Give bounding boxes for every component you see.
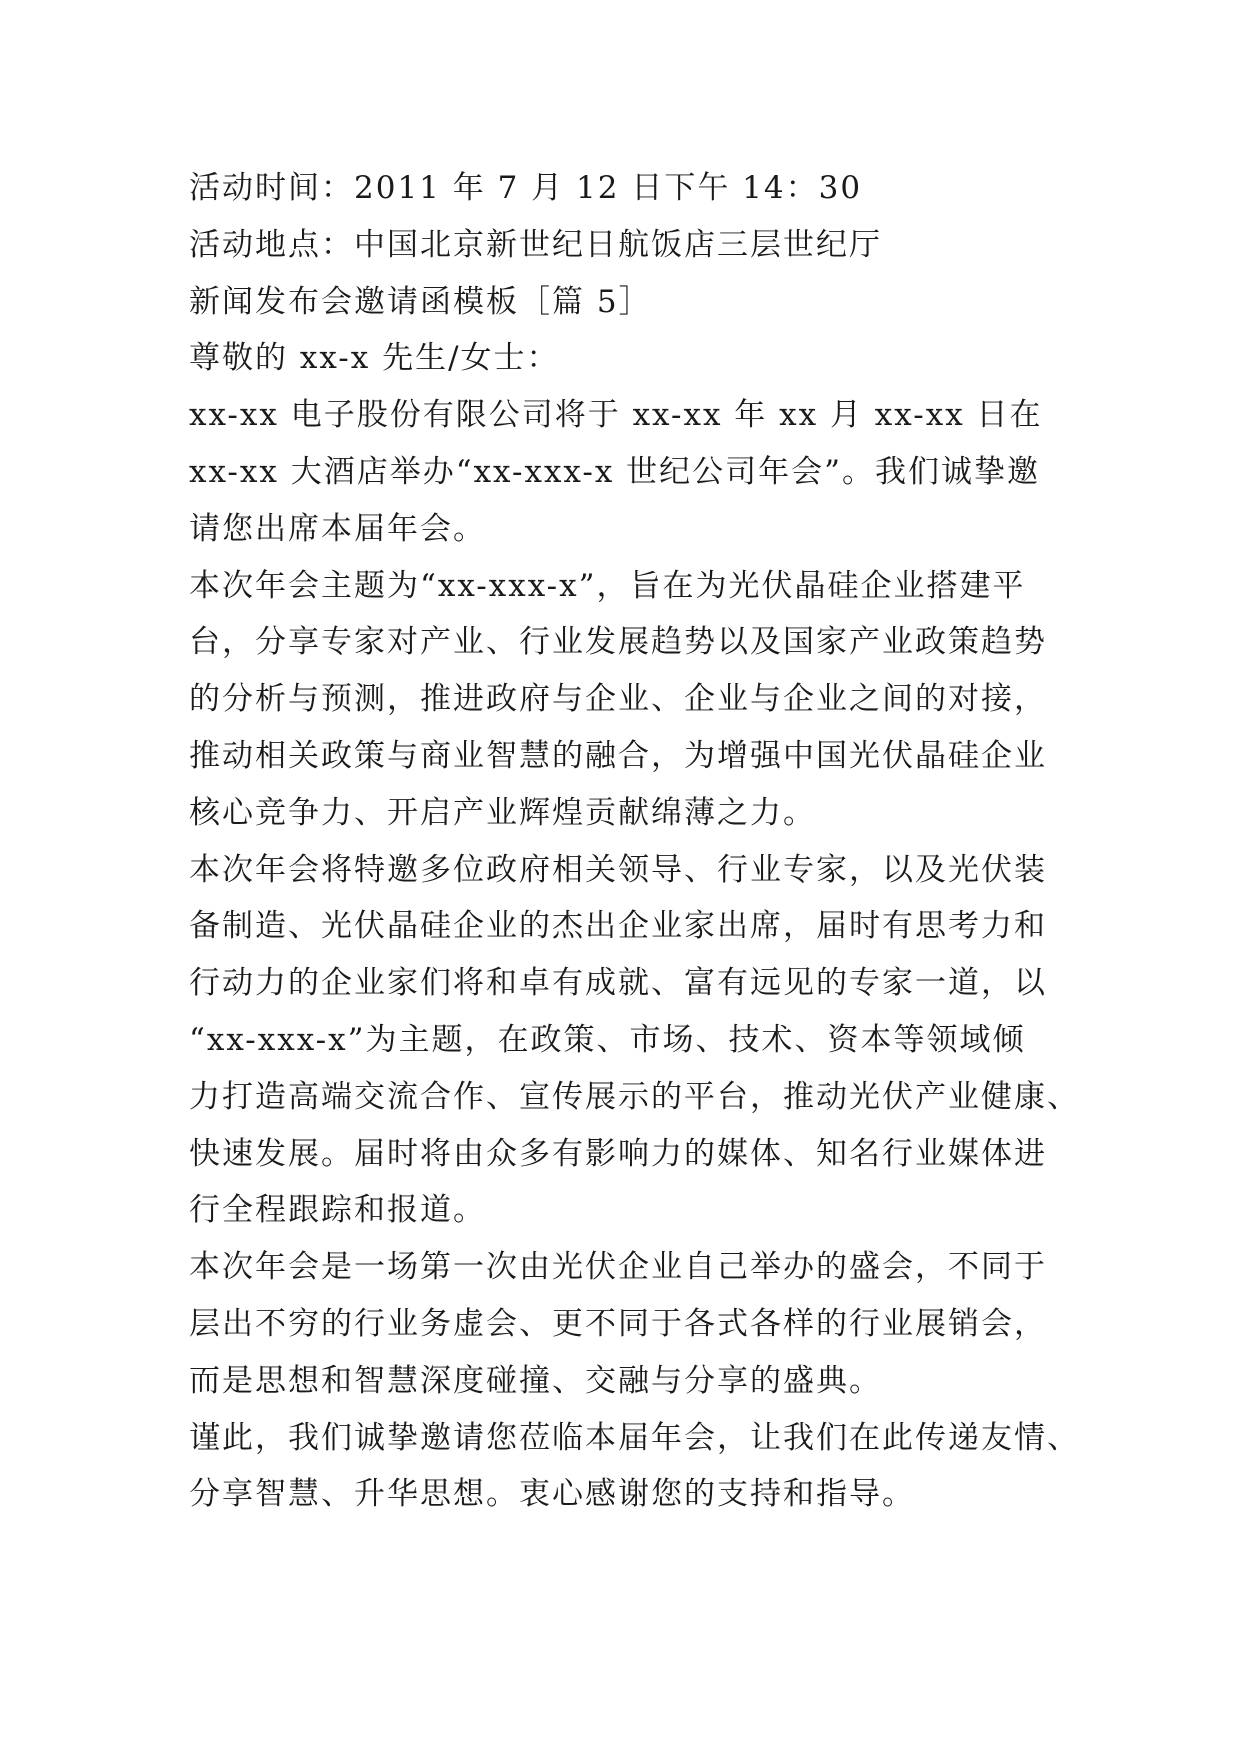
paragraph-line: 本次年会将特邀多位政府相关领导、行业专家，以及光伏装 xyxy=(189,851,1047,888)
paragraph-line: 快速发展。届时将由众多有影响力的媒体、知名行业媒体进 xyxy=(189,1135,1047,1172)
paragraph-line: 台，分享专家对产业、行业发展趋势以及国家产业政策趋势 xyxy=(189,624,1047,661)
paragraph-significance xyxy=(189,1239,1069,1409)
paragraph-line: 谨此，我们诚挚邀请您莅临本届年会，让我们在此传递友情、 xyxy=(189,1419,1080,1456)
paragraph-line: xx-xx 电子股份有限公司将于 xx-xx 年 xx 月 xx-xx 日在 xyxy=(189,397,1043,434)
paragraph-line: 分享智慧、升华思想。衷心感谢您的支持和指导。 xyxy=(189,1476,915,1513)
salutation: 尊敬的 xx-x 先生/女士： xyxy=(189,340,560,377)
document-body xyxy=(189,160,1080,1523)
paragraph-line: xx-xx 大酒店举办“xx-xxx-x 世纪公司年会”。我们诚挚邀 xyxy=(189,453,1041,490)
paragraph-line: “xx-xxx-x”为主题，在政策、市场、技术、资本等领域倾 xyxy=(189,1021,1026,1058)
paragraph-line: 请您出席本届年会。 xyxy=(189,510,486,547)
paragraph-line: 力打造高端交流合作、宣传展示的平台，推动光伏产业健康、 xyxy=(189,1078,1080,1115)
paragraph-line: 行全程跟踪和报道。 xyxy=(189,1192,486,1229)
paragraph-line: 而是思想和智慧深度碰撞、交融与分享的盛典。 xyxy=(189,1362,882,1399)
event-place: 活动地点：中国北京新世纪日航饭店三层世纪厅 xyxy=(189,226,882,263)
section-title: 新闻发布会邀请函模板［篇 5］ xyxy=(189,283,652,320)
paragraph-line: 层出不穷的行业务虚会、更不同于各式各样的行业展销会， xyxy=(189,1305,1047,1342)
event-time: 活动时间：2011 年 7 月 12 日下午 14：30 xyxy=(189,170,863,206)
paragraph-line: 核心竞争力、开启产业辉煌贡献绵薄之力。 xyxy=(189,794,816,831)
paragraph-guests xyxy=(189,842,1080,1240)
paragraph-line: 备制造、光伏晶硅企业的杰出企业家出席，届时有思考力和 xyxy=(189,908,1047,945)
paragraph-line: 的分析与预测，推进政府与企业、企业与企业之间的对接， xyxy=(189,681,1047,718)
paragraph-closing xyxy=(189,1410,1080,1524)
paragraph-line: 行动力的企业家们将和卓有成就、富有远见的专家一道，以 xyxy=(189,965,1047,1002)
paragraph-theme xyxy=(189,558,1069,842)
paragraph-intro xyxy=(189,387,1069,557)
paragraph-line: 本次年会主题为“xx-xxx-x”，旨在为光伏晶硅企业搭建平 xyxy=(189,567,1026,604)
paragraph-line: 推动相关政策与商业智慧的融合，为增强中国光伏晶硅企业 xyxy=(189,737,1047,774)
paragraph-line: 本次年会是一场第一次由光伏企业自己举办的盛会，不同于 xyxy=(189,1249,1047,1286)
